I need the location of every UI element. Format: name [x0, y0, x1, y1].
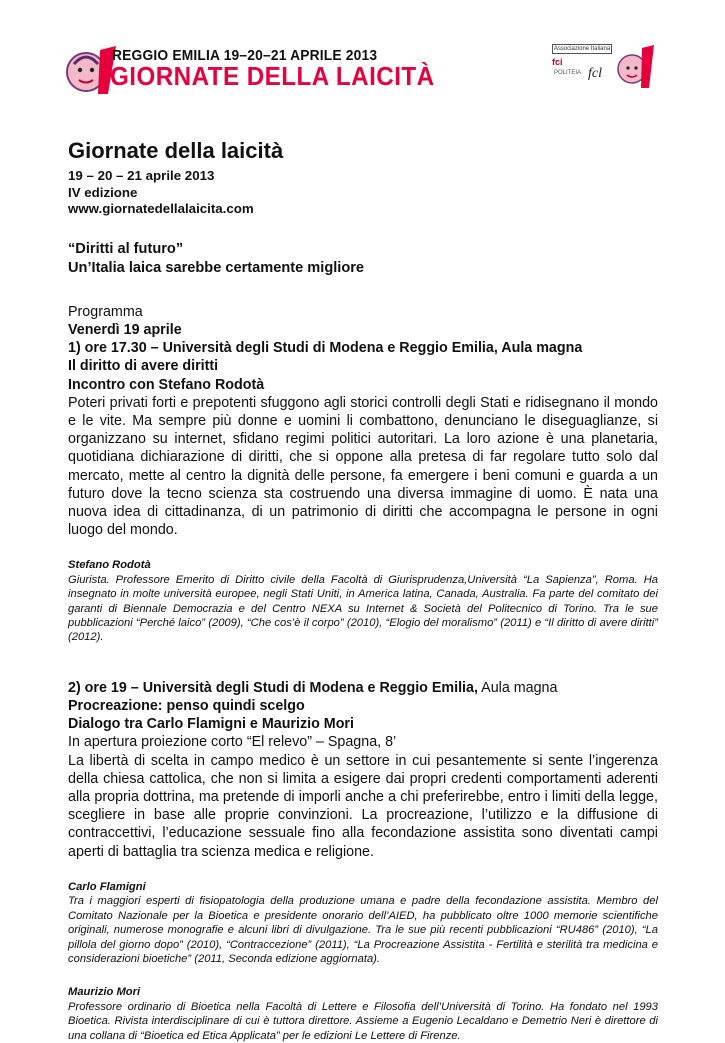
- theme-subtitle: Un’Italia laica sarebbe certamente migliore: [68, 259, 365, 276]
- partner-logo-4: fcl: [588, 66, 602, 81]
- bio-text-mori: Professore ordinario di Bioetica nella Facoltà di Lettere e Filosofia dell’Università di Torino. Ha fondato nel 1993 Bioetica. Rivista interdisciplinare di cui è tuttora direttore. Assieme a Eugenio Lecaldano e Demetrio Neri è direttore di una collana di “Bioetica ed Etica Applicata” per le edizioni Le Lettere di Firenze.: [68, 1000, 658, 1042]
- bio-text-flamigni: Tra i maggiori esperti di fisiopatologia della produzione umana e padre della fecondazione assistita. Membro del Comitato Nazionale per la Bioetica e presidente onorario dell’AIED, ha pubblicato oltre 1000 memorie scientifiche originali, numerose monografie e alcuni libri di divulgazione. Tra le sue più recenti pubblicazioni “RU486” (2010), “La pillola del giorno dopo” (2010), “Contraccezione” (2011), “La Procreazione Assistita - Fertilità e sterilità tra medicina e considerazioni bioetiche” (2011, Seconda edizione aggiornata).: [68, 895, 658, 965]
- partner-logos: [552, 44, 610, 94]
- page-header: [0, 0, 725, 110]
- bio-name-mori: Maurizio Mori: [68, 986, 141, 999]
- event2-heading-room: Aula magna: [481, 679, 558, 696]
- event2-heading-place: Università degli Studi di Modena e Reggio Emilia,: [142, 679, 478, 696]
- event2-heading-num: 2) ore 19 –: [68, 679, 139, 696]
- page-title: Giornate della laicità: [68, 138, 284, 163]
- partner-logo-1: Associazione Italiana: [553, 46, 611, 52]
- event2-opening: In apertura proiezione corto “El relevo” – Spagna, 8’: [68, 734, 397, 751]
- theme-quote: “Diritti al futuro”: [68, 240, 184, 257]
- event1-subtitle: Incontro con Stefano Rodotà: [68, 376, 265, 393]
- bio-text-rodota: Giurista. Professore Emerito di Diritto civile della Facoltà di Giurisprudenza,Università “La Sapienza”, Roma. Ha insegnato in molte università europee, negli Stati Uniti, in America latina, Canada, Australia. Fa parte del comitato dei garanti di Biennale Democrazia e del Centro NEXA su Internet & Società del Politecnico di Torino. Tra le sue pubblicazioni “Perché laico” (2009), “Che cos’è il corpo” (2010), “Elogio del moralismo” (2011) e “Il diritto di avere diritti” (2012).: [68, 573, 658, 644]
- event-dates: 19 – 20 – 21 aprile 2013: [68, 168, 215, 183]
- bio-name-rodota: Stefano Rodotà: [68, 559, 151, 572]
- partner-logo-2: fci: [552, 57, 563, 67]
- document-body: [68, 138, 658, 1043]
- event2-subtitle: Dialogo tra Carlo Flamigni e Maurizio Mori: [68, 716, 354, 733]
- event1-title: Il diritto di avere diritti: [68, 358, 219, 375]
- event1-description: Poteri privati forti e prepotenti sfuggono agli storici controlli degli Stati e ridisegnano il mondo e le vite. Ma sempre più donne e uomini li combattono, denunciano le diseguaglianze, si organizzano su internet, sfidano regimi politici autoritari. La loro azione è una planetaria, quotidiana dichiarazione di diritti, che si oppone alla pretesa di far regolare tutto solo dal mercato, mette al centro la dignità delle persone, fa emergere i beni comuni e guarda a un futuro dove la tecno scienza sta costruendo una diversa immagine di uomo. È nata una nuova idea di cittadinanza, di un patrimonio di diritti che accompagna le persone in ogni luogo del mondo.: [68, 394, 658, 539]
- banner-dates: REGGIO EMILIA 19–20–21 APRILE 2013: [112, 47, 378, 64]
- programme-label: Programma: [68, 303, 143, 320]
- partner-logo-3: POLITEIA: [554, 70, 582, 76]
- laicita-small-logo-icon: [616, 42, 658, 92]
- programme-day: Venerdì 19 aprile: [68, 321, 182, 338]
- event1-heading: 1) ore 17.30 – Università degli Studi di Modena e Reggio Emilia, Aula magna: [68, 340, 583, 357]
- event2-heading: [68, 679, 658, 697]
- banner-title: GIORNATE DELLA LAICITÀ: [110, 61, 435, 91]
- event2-description: La libertà di scelta in campo medico è un settore in cui pesantemente si sente l’ingerenza della chiesa cattolica, che non si limita a esigere dai propri credenti comportamenti aderenti alla propria dottrina, ma pretende di imporli anche a chi preferirebbe, entro i limiti della legge, scegliere in base alle proprie convinzioni. La procreazione, l’utilizzo e la diffusione di contraccettivi, l’educazione sessuale fino alla fecondazione assistita sono diventati campi aperti di battaglia tra scienza medica e religione.: [68, 752, 658, 860]
- edition: IV edizione: [68, 184, 138, 200]
- bio-name-flamigni: Carlo Flamigni: [68, 880, 146, 893]
- website-link[interactable]: www.giornatedellalaicita.com: [68, 201, 254, 217]
- event2-title: Procreazione: penso quindi scelgo: [68, 698, 305, 715]
